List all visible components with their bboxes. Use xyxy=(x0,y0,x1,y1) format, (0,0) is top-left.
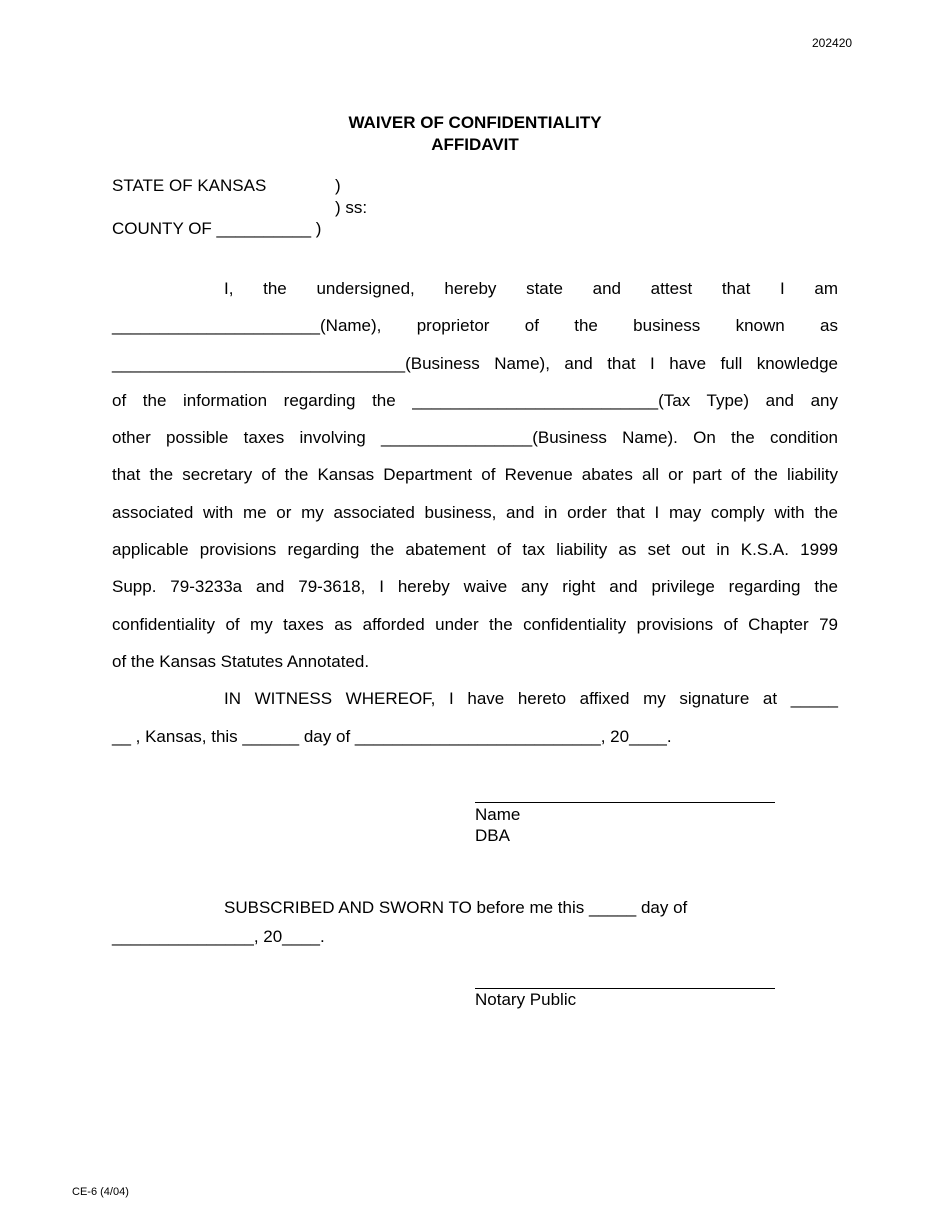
venue-ss: ) ss: xyxy=(335,198,368,217)
body-line: confidentiality of my taxes as afforded under the confidentiality provisions of Chapter 79 xyxy=(112,614,838,634)
venue-paren: ) xyxy=(335,176,341,195)
title-line-2: AFFIDAVIT xyxy=(431,135,519,154)
body-line: ______________________(Name), proprietor of the business known as xyxy=(112,316,838,336)
form-number: 202420 xyxy=(812,36,853,50)
witness-line: IN WITNESS WHEREOF, I have hereto affixed my signature at _____ xyxy=(224,689,838,709)
jurat-line-2: _______________, 20____. xyxy=(112,927,325,946)
body-line: that the secretary of the Kansas Department of Revenue abates all or part of the liability xyxy=(112,465,838,485)
witness-date-line: __ , Kansas, this ______ day of __________________________, 20____. xyxy=(112,726,672,746)
notary-label: Notary Public xyxy=(475,990,577,1009)
body-line: of the Kansas Statutes Annotated. xyxy=(112,651,370,671)
jurat-line-1: SUBSCRIBED AND SWORN TO before me this _____ day of xyxy=(224,898,688,917)
notary-signature-line xyxy=(475,972,775,989)
body-line: other possible taxes involving ________________(Business Name). On the condition xyxy=(112,428,838,448)
signature-line xyxy=(475,786,775,803)
body-line: applicable provisions regarding the abatement of tax liability as set out in K.S.A. 1999 xyxy=(112,540,838,560)
venue-state: STATE OF KANSAS xyxy=(112,176,267,195)
body-line: associated with me or my associated business, and in order that I may comply with the xyxy=(112,502,838,522)
affidavit-body xyxy=(112,270,838,755)
dba-label: DBA xyxy=(475,826,510,845)
form-id: CE-6 (4/04) xyxy=(72,1186,129,1198)
body-line: I, the undersigned, hereby state and attest that I am xyxy=(224,279,838,298)
title-line-1: WAIVER OF CONFIDENTIALITY xyxy=(348,113,602,132)
venue-county: COUNTY OF __________ ) xyxy=(112,219,322,238)
body-line: Supp. 79-3233a and 79-3618, I hereby waive any right and privilege regarding the xyxy=(112,577,838,597)
name-label: Name xyxy=(475,805,521,824)
body-line: of the information regarding the __________________________(Tax Type) and any xyxy=(112,390,838,410)
document-title xyxy=(0,112,950,156)
body-line: _______________________________(Business Name), and that I have full knowledge xyxy=(112,353,838,373)
